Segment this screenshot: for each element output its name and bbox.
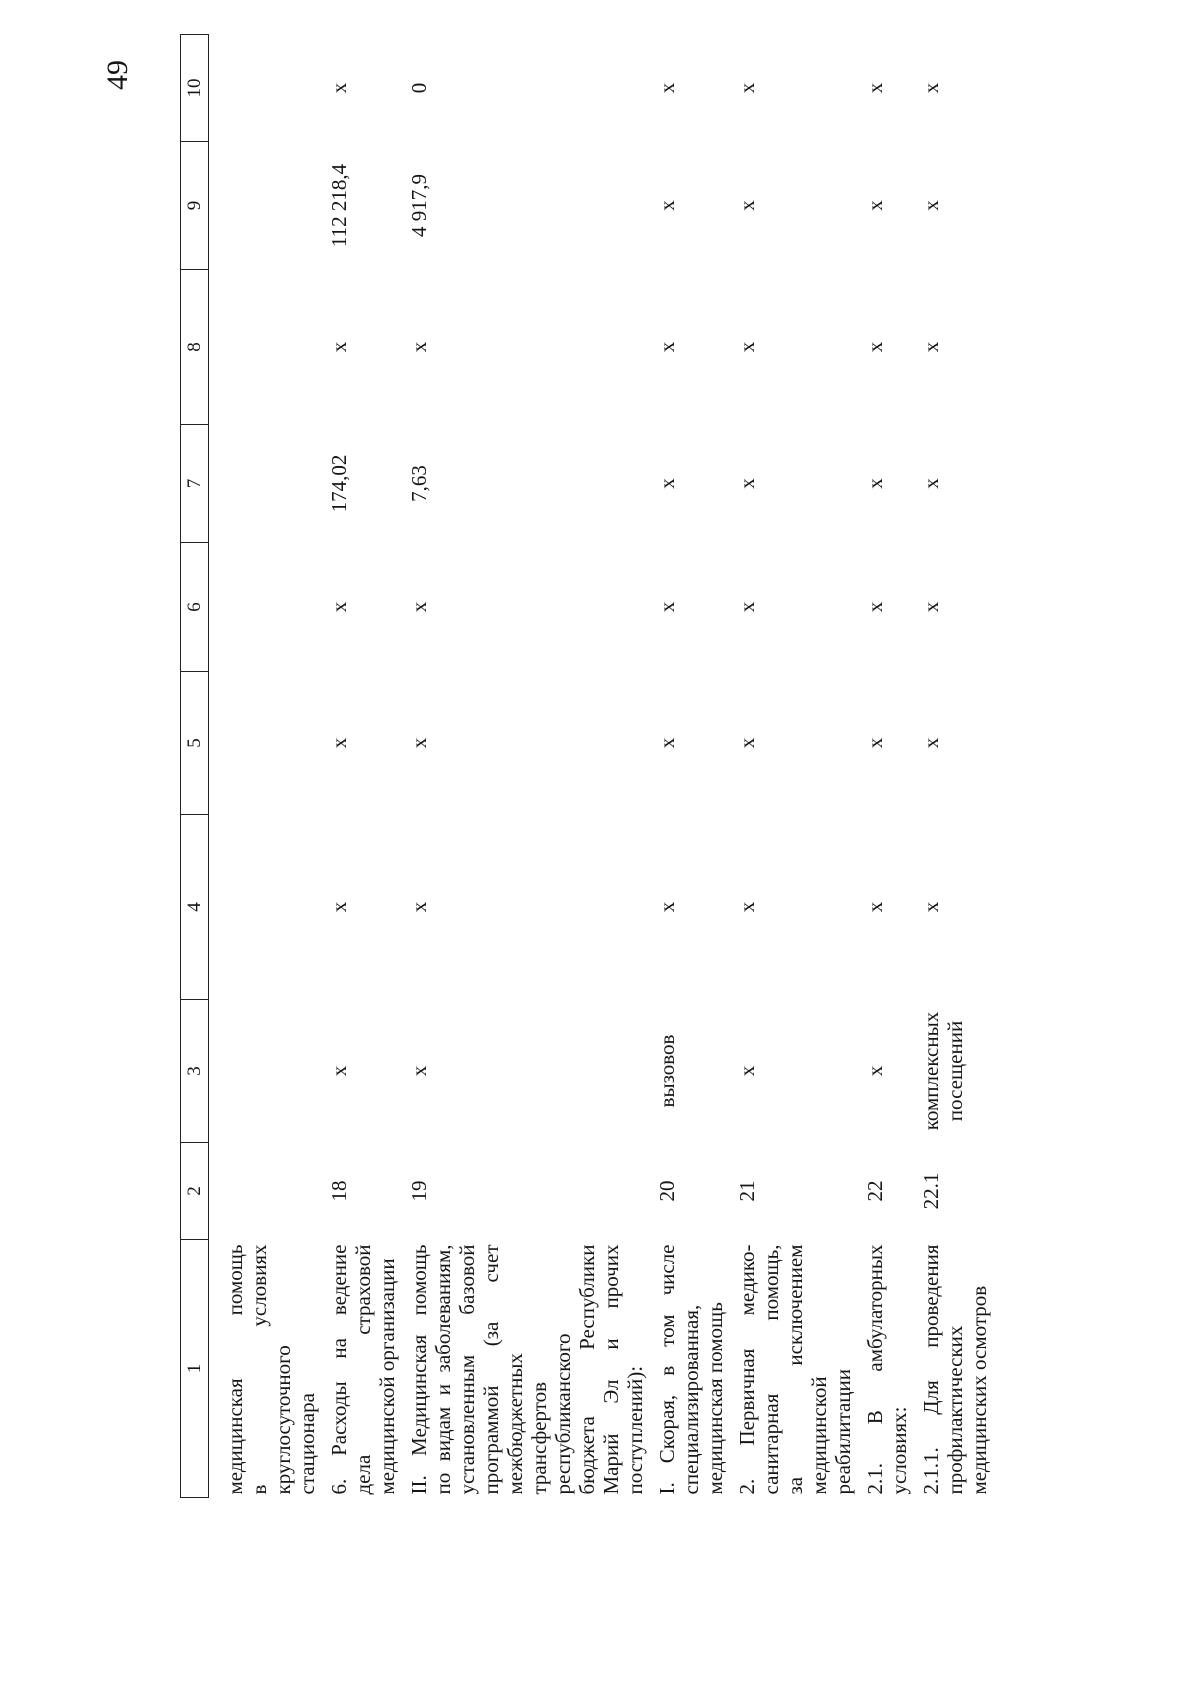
cell-col-4 — [209, 815, 320, 1000]
row-label-cell — [209, 1240, 320, 1498]
cell-col-10: х — [735, 82, 759, 94]
row-label-line: профилактических — [943, 1325, 967, 1495]
cell-col-5 — [209, 672, 320, 815]
cell-col-9: х — [655, 200, 679, 211]
cell-col-9 — [209, 142, 320, 270]
cell-col-8: х — [407, 341, 431, 353]
row-label-line: установленным базовой — [455, 1244, 479, 1495]
cell-col-9: х — [735, 200, 759, 211]
cell-col-10: 0 — [407, 82, 431, 94]
row-label-line: медицинская помощь — [223, 1244, 247, 1495]
cell-col-7 — [209, 425, 320, 543]
column-number-6: 6 — [181, 543, 209, 672]
table-row — [319, 35, 399, 1498]
row-label-cell — [911, 1240, 991, 1498]
row-label-line: медицинской — [807, 1376, 831, 1495]
cell-col-10: х — [919, 82, 943, 94]
row-label-line: республиканского — [551, 1333, 575, 1495]
column-number-8: 8 — [181, 270, 209, 425]
cell-col-8: х — [655, 341, 679, 353]
row-label-cell — [855, 1240, 911, 1498]
row-label-cell — [647, 1240, 727, 1498]
cell-col-6 — [209, 543, 320, 672]
cell-col-9: 112 218,4 — [327, 163, 351, 248]
cell-col-5: х — [407, 737, 431, 749]
column-number-1: 1 — [181, 1240, 209, 1498]
document-table — [180, 34, 991, 1498]
row-label-line: за исключением — [783, 1244, 807, 1495]
cell-col-8 — [209, 270, 320, 425]
row-label-line: медицинских осмотров — [967, 1285, 991, 1495]
row-label-line: межбюджетных — [503, 1353, 527, 1495]
cell-col-5: х — [863, 737, 887, 749]
row-label-line: 6. Расходы на ведение — [327, 1244, 351, 1495]
column-number-7: 7 — [181, 425, 209, 543]
row-label-line: трансфертов — [527, 1381, 551, 1495]
row-label-line: дела страховой — [351, 1244, 375, 1495]
cell-col-5: х — [735, 737, 759, 749]
column-number-3: 3 — [181, 1000, 209, 1143]
cell-col-3: х — [327, 1065, 351, 1077]
cell-col-4: х — [919, 901, 943, 913]
cell-col-4: х — [407, 901, 431, 913]
cell-col-2: 19 — [407, 1180, 431, 1202]
cell-col-2: 20 — [655, 1180, 679, 1202]
column-number-5: 5 — [181, 672, 209, 815]
row-label-line: 2.1.1. Для проведения — [919, 1244, 943, 1495]
row-label-cell — [319, 1240, 399, 1498]
cell-col-9: х — [919, 200, 943, 211]
row-label-line: медицинская помощь — [703, 1302, 727, 1495]
cell-col-4: х — [655, 901, 679, 913]
cell-col-8: х — [863, 341, 887, 353]
cell-col-8: х — [327, 341, 351, 353]
column-number-4: 4 — [181, 815, 209, 1000]
row-label-line: I. Скорая, в том числе — [655, 1244, 679, 1495]
cell-col-2: 22 — [863, 1180, 887, 1202]
column-number-10: 10 — [181, 35, 209, 142]
cell-col-3 — [209, 1000, 320, 1143]
cell-col-3: комплексных посещений — [919, 1011, 967, 1131]
cell-col-6: х — [327, 601, 351, 613]
cell-col-4: х — [735, 901, 759, 913]
row-label-line: круглосуточного — [271, 1345, 295, 1495]
table-header-row — [181, 35, 209, 1498]
cell-col-3: х — [735, 1065, 759, 1077]
cell-col-2: 21 — [735, 1180, 759, 1202]
cell-col-5: х — [919, 737, 943, 749]
row-label-line: санитарная помощь, — [759, 1244, 783, 1495]
table-header — [181, 35, 209, 1498]
row-label-line: Марий Эл и прочих — [599, 1244, 623, 1495]
cell-col-4: х — [863, 901, 887, 913]
cell-col-9: х — [863, 200, 887, 211]
cell-col-6: х — [655, 601, 679, 613]
column-number-9: 9 — [181, 142, 209, 270]
row-label-line: в условиях — [247, 1244, 271, 1495]
row-label-line: медицинской организации — [375, 1258, 399, 1495]
column-number-2: 2 — [181, 1143, 209, 1240]
cell-col-6: х — [919, 601, 943, 613]
row-label-line: II. Медицинская помощь — [407, 1244, 431, 1495]
table-row — [727, 35, 855, 1498]
row-label-line: 2. Первичная медико- — [735, 1244, 759, 1495]
cell-col-7: х — [863, 478, 887, 489]
row-label-line: программой (за счет — [479, 1244, 503, 1495]
row-label-line: стационара — [295, 1393, 319, 1495]
cell-col-8: х — [919, 341, 943, 353]
page-number: 49 — [101, 60, 134, 90]
row-label-line: по видам и заболеваниям, — [431, 1244, 455, 1495]
cell-col-2: 22.1 — [919, 1172, 943, 1210]
cell-col-10: х — [863, 82, 887, 94]
table-body — [209, 35, 992, 1498]
row-label-cell — [727, 1240, 855, 1498]
cell-col-7: 7,63 — [407, 465, 431, 502]
row-label-line: специализированная, — [679, 1304, 703, 1495]
cell-col-10: х — [655, 82, 679, 94]
cell-col-3: х — [407, 1065, 431, 1077]
row-label-line: поступлений): — [623, 1365, 647, 1495]
cell-col-6: х — [735, 601, 759, 613]
table-row — [399, 35, 647, 1498]
cell-col-5: х — [655, 737, 679, 749]
cell-col-7: 174,02 — [327, 454, 351, 513]
table-row — [855, 35, 911, 1498]
table-row — [209, 35, 320, 1498]
cell-col-7: х — [655, 478, 679, 489]
cell-col-9: 4 917,9 — [407, 174, 431, 237]
cell-col-3: х — [863, 1065, 887, 1077]
table-row — [911, 35, 991, 1498]
cell-col-10: х — [327, 82, 351, 94]
row-label-line: бюджета Республики — [575, 1244, 599, 1495]
cell-col-3: вызовов — [655, 1034, 679, 1108]
cell-col-5: х — [327, 737, 351, 749]
cell-col-10 — [209, 35, 320, 142]
cell-col-7: х — [919, 478, 943, 489]
rotated-sheet — [101, 35, 991, 1498]
cell-col-2: 18 — [327, 1180, 351, 1202]
cell-col-7: х — [735, 478, 759, 489]
row-label-line: условиях: — [887, 1406, 911, 1495]
row-label-cell — [399, 1240, 647, 1498]
table-row — [647, 35, 727, 1498]
cell-col-6: х — [407, 601, 431, 613]
cell-col-6: х — [863, 601, 887, 613]
cell-col-4: х — [327, 901, 351, 913]
cell-col-2 — [209, 1143, 320, 1240]
cell-col-8: х — [735, 341, 759, 353]
row-label-line: 2.1. В амбулаторных — [863, 1244, 887, 1495]
row-label-line: реабилитации — [831, 1368, 855, 1495]
